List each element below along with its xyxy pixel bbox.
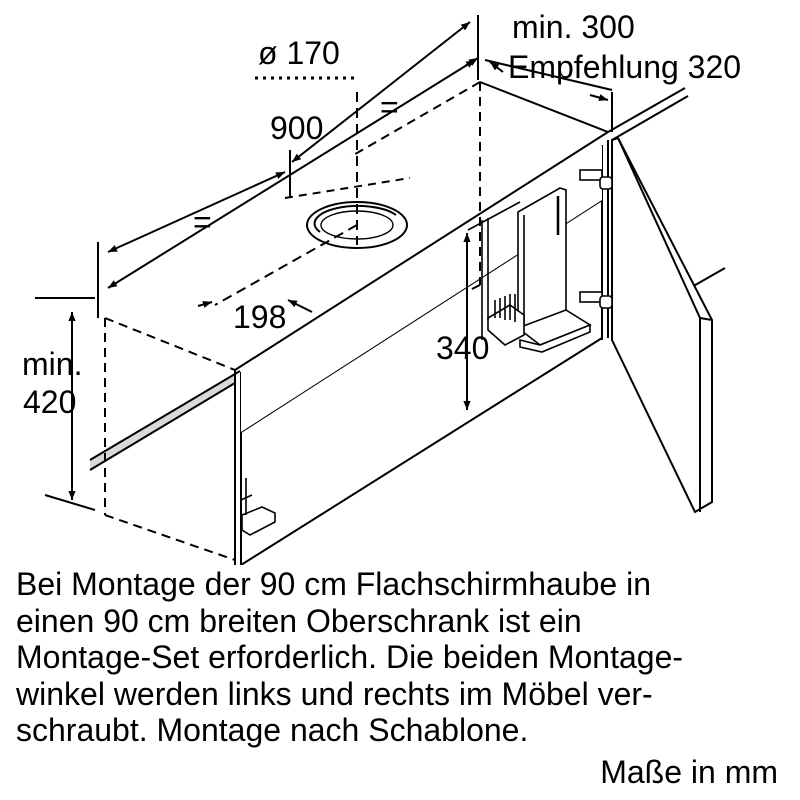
note-line: schraubt. Montage nach Schablone. — [16, 712, 529, 748]
bracket-height-label: 340 — [436, 330, 490, 366]
equal-sign-right: = — [380, 89, 399, 125]
diameter-label: ø 170 — [258, 35, 340, 71]
note-line: Bei Montage der 90 cm Flachschirmhaube in — [16, 566, 651, 602]
min-side-label: min. 300 — [512, 9, 635, 45]
units-note: Maße in mm — [600, 754, 778, 790]
installation-note — [16, 566, 796, 749]
note-line: einen 90 cm breiten Oberschrank ist ein — [16, 602, 582, 639]
mounting-bracket-left — [241, 478, 275, 535]
min-height-label: min. — [22, 346, 83, 382]
recommendation-label: Empfehlung 320 — [508, 49, 742, 85]
width-label: 900 — [270, 110, 324, 146]
hole-offset-label: 198 — [233, 299, 287, 335]
equal-sign-left: = — [193, 204, 212, 240]
note-line: winkel werden links und rechts im Möbel ver- — [16, 675, 653, 712]
note-line: Montage-Set erforderlich. Die beiden Montage- — [16, 639, 684, 675]
cabinet-door — [612, 138, 712, 512]
rail-band — [90, 374, 235, 470]
min-height-value: 420 — [23, 384, 77, 420]
hidden-outline — [105, 82, 480, 565]
